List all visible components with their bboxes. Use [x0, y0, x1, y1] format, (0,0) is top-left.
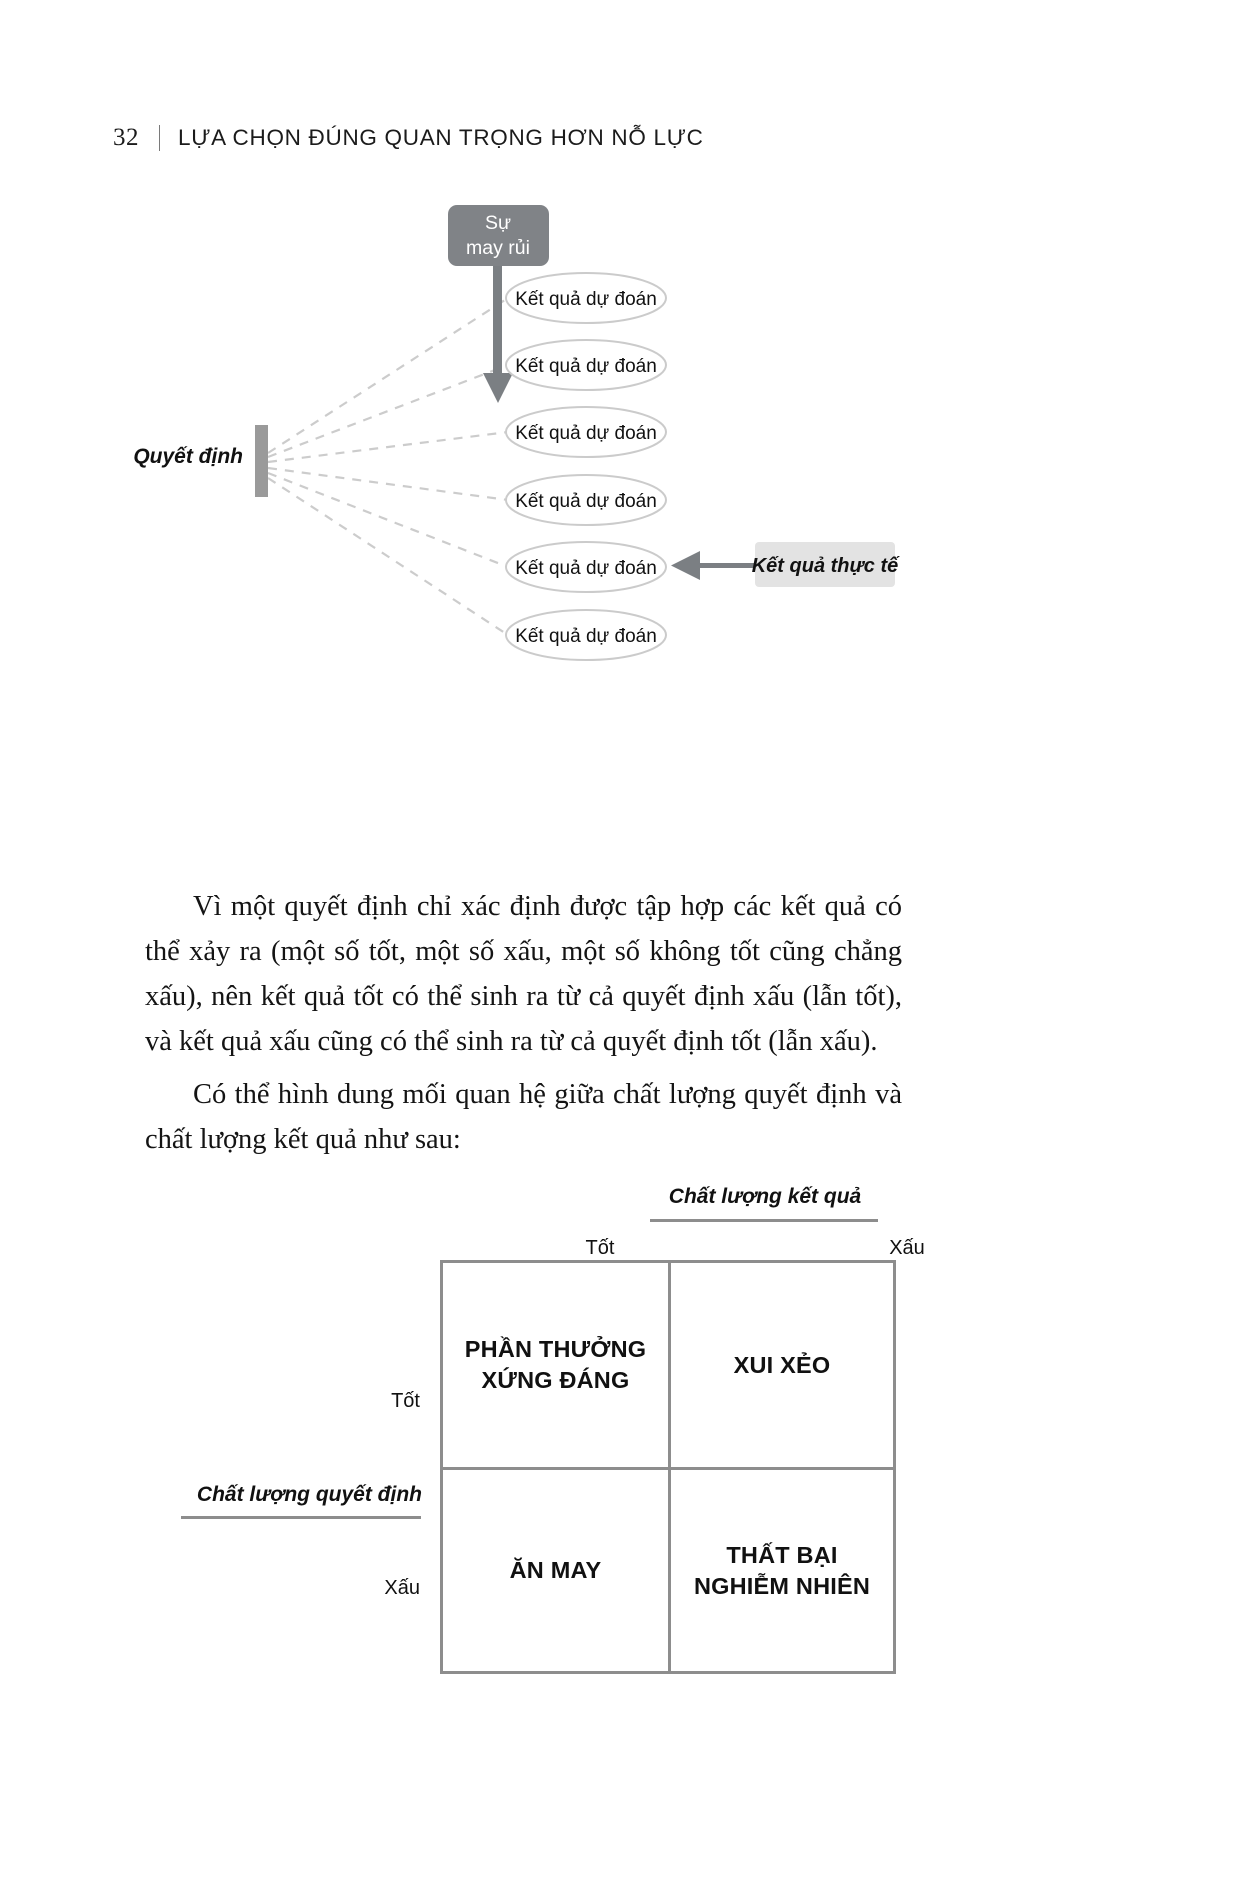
page-number: 32: [113, 124, 139, 151]
running-header: [113, 124, 704, 152]
chance-node-label-line2: may rủi: [466, 237, 530, 259]
chapter-title: LỰA CHỌN ĐÚNG QUAN TRỌNG HƠN NỖ LỰC: [178, 125, 704, 150]
fan-connectors: [268, 298, 508, 635]
outcome-label: Kết quả dự đoán: [515, 558, 657, 579]
fan-connector-5: [268, 473, 508, 567]
matrix-cell-good-decision-bad-outcome: [668, 1263, 893, 1467]
fan-connector-3: [268, 432, 508, 462]
body-paragraph-1: Vì một quyết định chỉ xác định được tập hợp các kết quả có thể xảy ra (một số tốt, một số xấu, một số không tốt cũng chẳng xấu), nên kết quả tốt có thể sinh ra từ cả quyết định xấu (lẫn tốt), và kết quả xấu cũng có thể sinh ra từ cả quyết định tốt (lẫn xấu).: [145, 890, 902, 1057]
predicted-outcome-5: [506, 542, 666, 592]
matrix-row-axis-underline: [181, 1516, 421, 1519]
decision-label: Quyết định: [133, 445, 243, 468]
fan-connector-1: [268, 298, 508, 453]
predicted-outcome-3: [506, 407, 666, 457]
decision-fan-diagram: [0, 185, 1245, 685]
matrix-cell-good-decision-good-outcome: [443, 1263, 668, 1467]
predicted-outcome-2: [506, 340, 666, 390]
predicted-outcome-6: [506, 610, 666, 660]
decision-bar: [255, 425, 268, 497]
outcome-label: Kết quả dự đoán: [515, 423, 657, 444]
matrix-cell-text: ĂN MAY: [509, 1557, 602, 1583]
chance-arrow-head: [483, 373, 513, 403]
matrix-row-header-bad: Xấu: [384, 1577, 420, 1599]
fan-connector-4: [268, 468, 508, 500]
matrix-column-axis-underline: [650, 1219, 878, 1222]
matrix-cell-text: XUI XẺO: [733, 1351, 831, 1378]
matrix-grid: [440, 1260, 896, 1674]
matrix-cell-text-line1: THẤT BẠI: [726, 1541, 838, 1568]
matrix-cell-bad-decision-good-outcome: [443, 1467, 668, 1671]
outcome-label: Kết quả dự đoán: [515, 356, 657, 377]
header-divider: [159, 125, 160, 151]
matrix-row-axis-title: Chất lượng quyết định: [196, 1483, 422, 1506]
chance-arrow: [483, 266, 513, 403]
chance-arrow-shaft: [493, 266, 502, 378]
fan-connector-6: [268, 478, 508, 635]
matrix-cell-bad-decision-bad-outcome: [668, 1467, 893, 1671]
matrix-cell-text-line2: NGHIỄM NHIÊN: [693, 1572, 871, 1599]
outcome-label: Kết quả dự đoán: [515, 491, 657, 512]
actual-outcome-label: Kết quả thực tế: [751, 555, 899, 577]
matrix-column-axis-title: Chất lượng kết quả: [668, 1185, 862, 1208]
outcome-label: Kết quả dự đoán: [515, 626, 657, 647]
actual-arrow-shaft: [700, 563, 755, 568]
actual-outcome-arrow: [671, 551, 755, 580]
matrix-cell-text-line2: XỨNG ĐÁNG: [481, 1367, 630, 1393]
chance-node-label-line1: Sự: [484, 212, 512, 234]
actual-arrow-head: [671, 551, 700, 580]
outcome-label: Kết quả dự đoán: [515, 289, 657, 310]
matrix-row-header-good: Tốt: [391, 1390, 420, 1412]
fan-connector-2: [268, 365, 508, 457]
matrix-column-header-bad: Xấu: [889, 1237, 925, 1259]
predicted-outcome-group: [506, 273, 666, 660]
body-paragraph-2: Có thể hình dung mối quan hệ giữa chất lượng quyết định và chất lượng kết quả như sau:: [145, 1078, 902, 1155]
matrix-column-header-good: Tốt: [585, 1237, 615, 1259]
predicted-outcome-1: [506, 273, 666, 323]
matrix-cell-text-line1: PHẦN THƯỞNG: [464, 1336, 647, 1362]
quality-matrix-figure: [0, 1185, 1245, 1785]
predicted-outcome-4: [506, 475, 666, 525]
